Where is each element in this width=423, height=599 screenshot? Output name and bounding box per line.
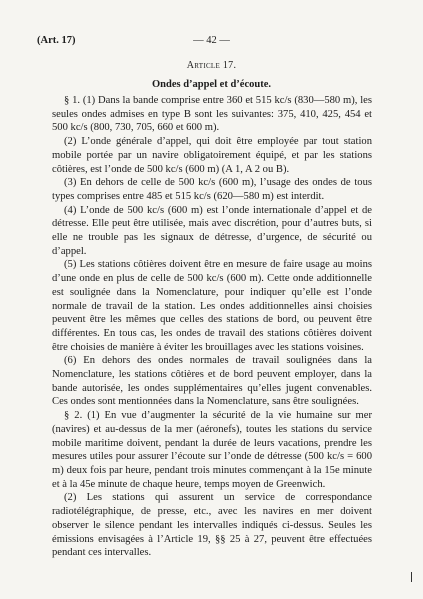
paragraph: (2) L’onde générale d’appel, qui doit être employée par tout station mobile portée par un navire obligatoirement équipé, et par les stations côtières, est l’onde de 500 kc/s (600 m) (A 1, A 2 ou B). (52, 136, 372, 175)
article-heading: Article 17. (186, 60, 237, 71)
article-reference: (Art. 17) (37, 35, 76, 46)
margin-mark (411, 572, 412, 582)
paragraph: (4) L’onde de 500 kc/s (600 m) est l’onde internationale d’appel et de détresse. Elle peut être utilisée, mais avec discrétion, pour d’autres buts, si elle ne trouble pas les signaux de détresse, d’urgence, de sécurité ou d’appel. (52, 204, 372, 257)
paragraph: (2) Les stations qui assurent un service de correspondance radiotélégraphique, de presse, etc., avec les navires en mer doivent observer le silence pendant les intervalles indiqués ci-dessus. Seules les émissions envisagées à l’Article 19, §§ 25 à 27, peuvent être effectuées pendant ces intervalles. (52, 492, 372, 559)
paragraph: (6) En dehors des ondes normales de travail soulignées dans la Nomenclature, les stations côtières et de bord peuvent employer, dans la bande autorisée, les ondes supplémentaires qu’elles jugent convenables. Ces ondes sont mentionnées dans la Nomenclature, sans être soulignées. (52, 355, 372, 408)
paragraph: (5) Les stations côtières doivent être en mesure de faire usage au moins d’une onde en plus de celle de 500 kc/s (600 m). Cette onde additionnelle est soulignée dans la Nomenclature, pour indiquer qu’elle est l’onde normale de travail de la station. Les ondes additionnelles ainsi choisies peuvent être les mêmes que celles des stations de bord, ou peuvent être différentes. En tous cas, les ondes de travail des stations côtières doivent être choisies de manière à éviter les brouillages avec les stations voisines. (52, 259, 372, 353)
paragraph: § 1. (1) Dans la bande comprise entre 360 et 515 kc/s (830—580 m), les seules ondes admises en type B sont les suivantes: 375, 410, 425, 454 et 500 kc/s (800, 730, 705, 660 et 600 m). (52, 95, 372, 134)
page-number: — 42 — (193, 35, 230, 46)
paragraph: § 2. (1) En vue d’augmenter la sécurité de la vie humaine sur mer (navires) et au-dessus de la mer (aéronefs), toutes les stations du service mobile maritime doivent, pendant la durée de leurs vacations, prendre les mesures utiles pour assurer l’écoute sur l’onde de détresse (500 kc/s = 600 m) deux fois par heure, pendant trois minutes commençant à la 15e minute et à la 45e minute de chaque heure, temps moyen de Greenwich. (52, 410, 372, 490)
section-title: Ondes d’appel et d’écoute. (152, 79, 271, 90)
page-header (37, 35, 386, 49)
document-body (52, 94, 372, 560)
paragraph: (3) En dehors de celle de 500 kc/s (600 m), l’usage des ondes de tous types comprises entre 485 et 515 kc/s (620—580 m) est interdit. (52, 177, 372, 202)
